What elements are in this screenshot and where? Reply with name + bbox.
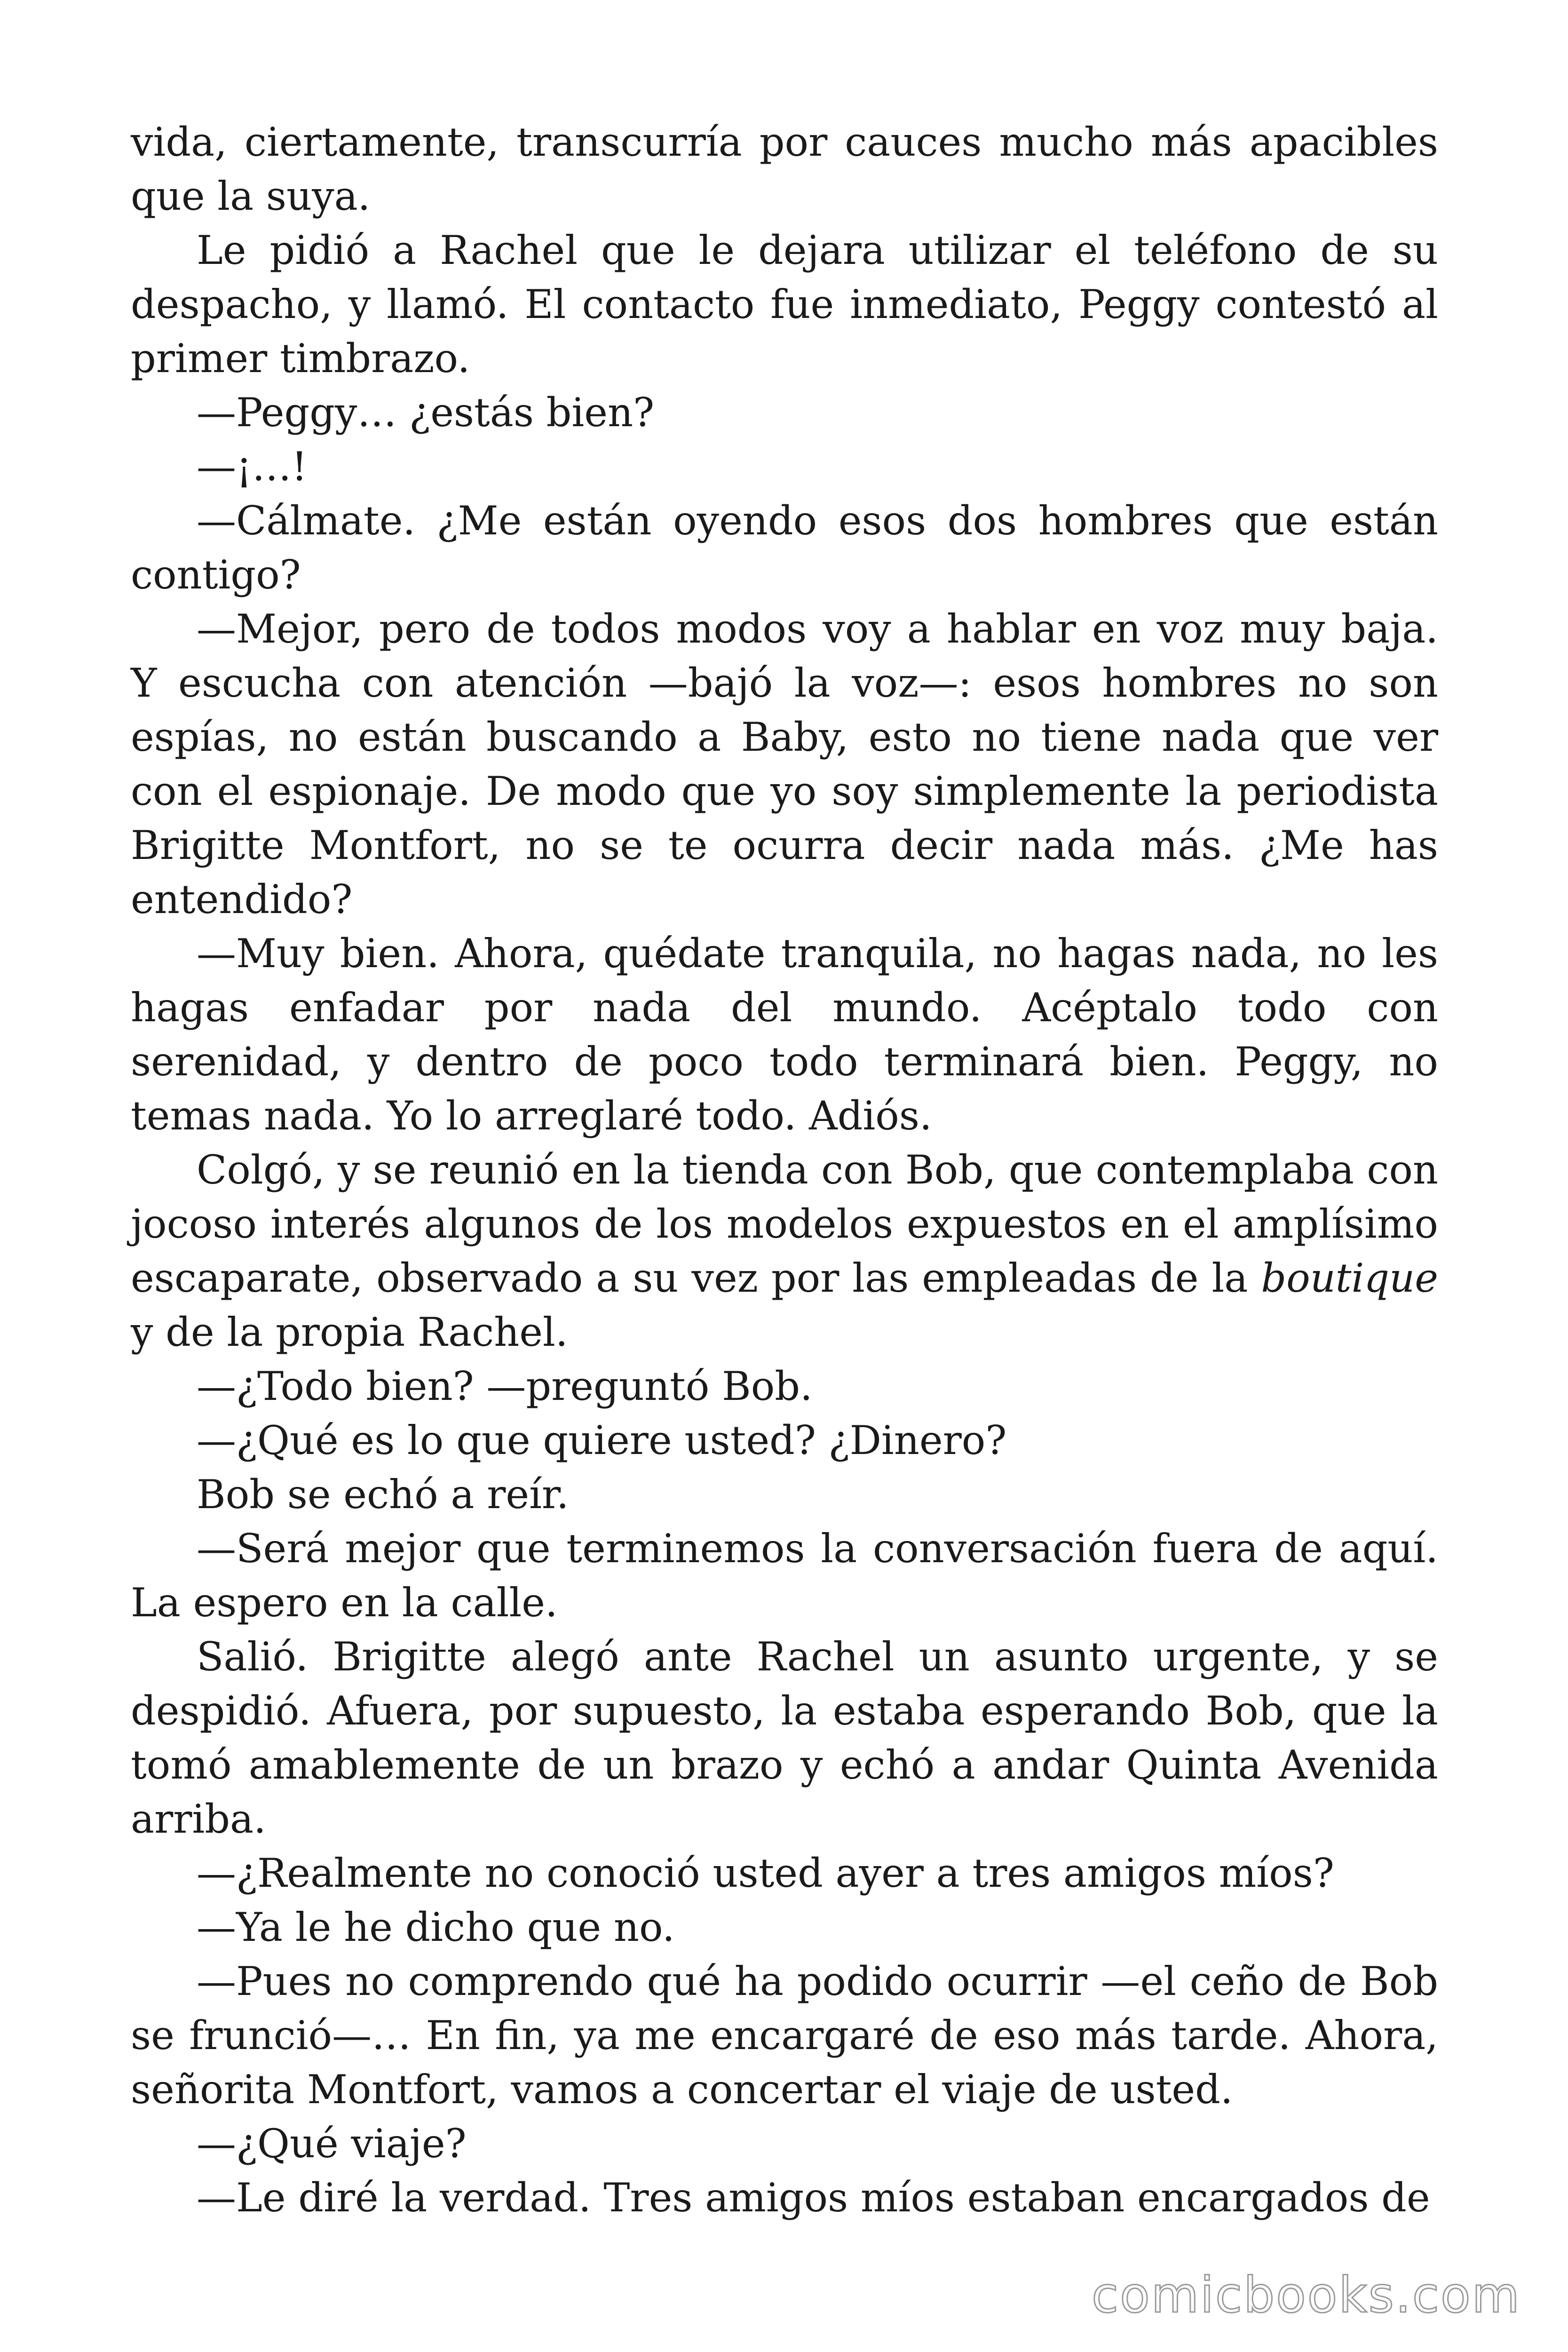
paragraph-10: —¿Qué es lo que quiere usted? ¿Dinero? [197, 1417, 1007, 1463]
paragraph-15: —Ya le he dicho que no. [197, 1904, 675, 1950]
paragraph-9: —¿Todo bien? —preguntó Bob. [197, 1363, 813, 1409]
paragraph-18: —Le diré la verdad. Tres amigos míos estaban encargados de [197, 2175, 1430, 2221]
paragraph-8: Colgó, y se reunió en la tienda con Bob, que contemplaba con jocoso interés algunos de los modelos expuestos en el amplísimo escaparate, observado a su vez por las empleadas de la boutique y de la propia Rachel. [131, 1147, 1438, 1355]
paragraph-3: —Peggy… ¿estás bien? [197, 389, 655, 436]
paragraph-4: —¡…! [197, 444, 308, 490]
paragraph-5: —Cálmate. ¿Me están oyendo esos dos hombres que están contigo? [131, 498, 1438, 598]
paragraph-1: vida, ciertamente, transcurría por cauces mucho más apacibles que la suya. [131, 119, 1438, 219]
paragraph-14: —¿Realmente no conoció usted ayer a tres amigos míos? [197, 1850, 1334, 1896]
paragraph-2: Le pidió a Rachel que le dejara utilizar el teléfono de su despacho, y llamó. El contacto fue inmediato, Peggy contestó al primer timbrazo. [131, 227, 1438, 381]
watermark-logo: comicbooks.com [1091, 2266, 1521, 2324]
body-text [131, 115, 1438, 2225]
paragraph-12: —Será mejor que terminemos la conversación fuera de aquí. La espero en la calle. [131, 1526, 1438, 1626]
italic-word: boutique [1261, 1255, 1438, 1301]
paragraph-6: —Mejor, pero de todos modos voy a hablar en voz muy baja. Y escucha con atención —bajó la voz—: esos hombres no son espías, no están buscando a Baby, esto no tiene nada que ver con el espionaje. De modo que yo soy simplemente la periodista Brigitte Montfort, no se te ocurra decir nada más. ¿Me has entendido? [131, 606, 1438, 922]
paragraph-11: Bob se echó a reír. [197, 1471, 569, 1518]
paragraph-16: —Pues no comprendo qué ha podido ocurrir —el ceño de Bob se frunció—… En fin, ya me encargaré de eso más tarde. Ahora, señorita Montfort, vamos a concertar el viaje de usted. [131, 1958, 1438, 2113]
paragraph-17: —¿Qué viaje? [197, 2121, 467, 2167]
paragraph-7: —Muy bien. Ahora, quédate tranquila, no hagas nada, no les hagas enfadar por nada del mundo. Acéptalo todo con serenidad, y dentro de poco todo terminará bien. Peggy, no temas nada. Yo lo arreglaré todo. Adiós. [131, 930, 1438, 1139]
paragraph-13: Salió. Brigitte alegó ante Rachel un asunto urgente, y se despidió. Afuera, por supuesto, la estaba esperando Bob, que la tomó amablemente de un brazo y echó a andar Quinta Avenida arriba. [131, 1634, 1438, 1842]
